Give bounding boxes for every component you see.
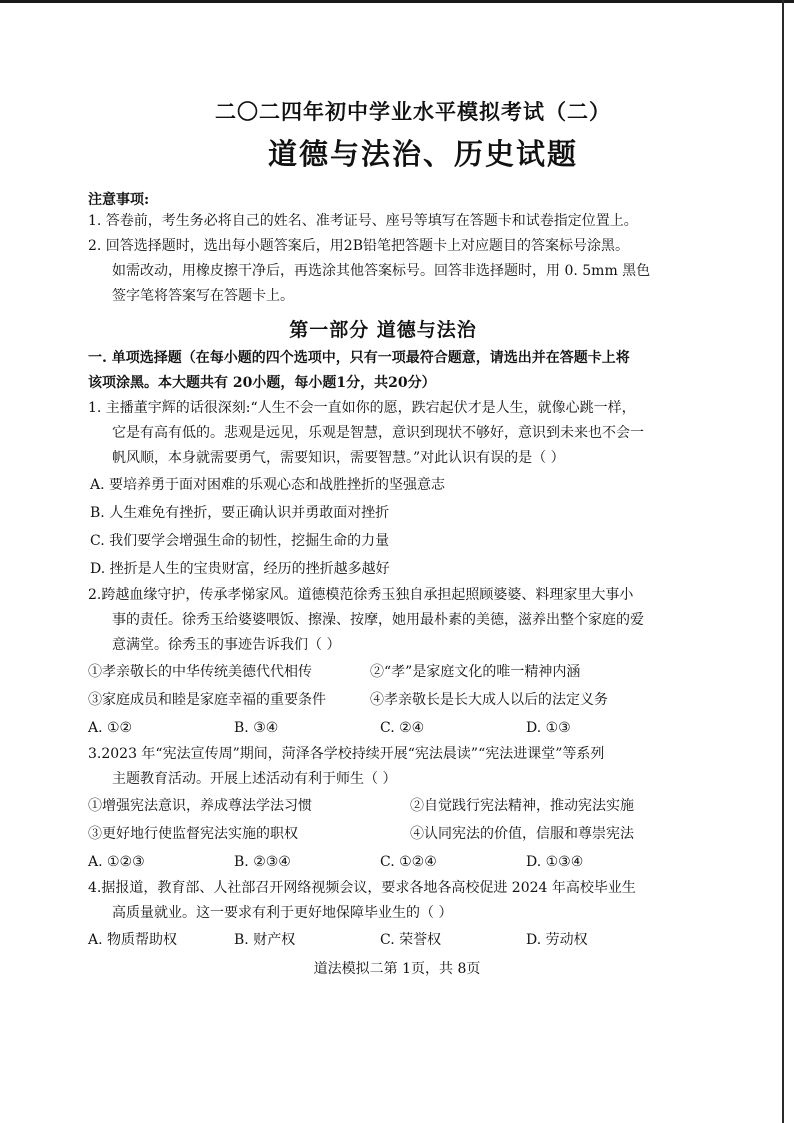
option-b: B. 人生难免有挫折，要正确认识并勇敢面对挫折 <box>90 505 390 521</box>
question-text: 4.据报道，教育部、人社部召开网络视频会议，要求各地各高校促进 2024 年高校毕业生 <box>88 880 636 896</box>
question-text: 主题教育活动。开展上述活动有利于师生（ ） <box>112 771 397 787</box>
section-instructions: 一. 单项选择题（在每小题的四个选项中，只有一项最符合题意，请选出并在答题卡上将 <box>88 350 630 366</box>
option-a: A. 要培养勇于面对困难的乐观心态和战胜挫折的坚强意志 <box>90 477 446 493</box>
question-1 <box>88 396 678 583</box>
choice-b: B. 财产权 <box>234 932 296 948</box>
statement: ③更好地行使监督宪法实施的职权 <box>88 826 298 842</box>
choice-a: A. ①② <box>88 720 133 736</box>
statement: ④孝亲敬长是长大成人以后的法定义务 <box>370 692 608 708</box>
choice-c: C. ②④ <box>380 720 425 736</box>
question-text: 3.2023 年“宪法宣传周”期间，菏泽各学校持续开展“宪法晨读”“宪法进课堂”等系列 <box>88 746 605 762</box>
notice-item: 2. 回答选择题时，选出每小题答案后，用2B铅笔把答题卡上对应题目的答案标号涂黑。 <box>88 238 630 254</box>
option-d: D. 挫折是人生的宝贵财富，经历的挫折越多越好 <box>90 561 390 577</box>
choice-b: B. ③④ <box>234 720 279 736</box>
choice-c: C. 荣誉权 <box>380 932 442 948</box>
exam-page <box>88 96 678 954</box>
option-c: C. 我们要学会增强生命的韧性，挖掘生命的力量 <box>90 533 390 549</box>
exam-title: 二〇二四年初中学业水平模拟考试（二） <box>215 99 611 124</box>
statement: ④认同宪法的价值，信服和尊崇宪法 <box>410 826 634 842</box>
statement-row <box>88 820 678 848</box>
choice-b: B. ②③④ <box>234 854 291 870</box>
choice-a: A. ①②③ <box>88 854 145 870</box>
question-text: 意满堂。徐秀玉的事迹告诉我们（ ） <box>112 637 341 653</box>
choice-d: D. ①③④ <box>526 854 584 870</box>
question-text: 事的责任。徐秀玉给婆婆喂饭、擦澡、按摩，她用最朴素的美德，滋养出整个家庭的爱 <box>112 612 644 628</box>
page-right-border <box>782 0 784 1123</box>
choice-d: D. ①③ <box>526 720 571 736</box>
subject-title: 道德与法治、历史试题 <box>267 137 578 171</box>
statement-row <box>88 792 678 820</box>
question-text: 它是有高有低的。悲观是远见，乐观是智慧，意识到现状不够好，意识到未来也不会一 <box>112 425 644 441</box>
question-3 <box>88 742 678 876</box>
statement: ②“孝”是家庭文化的唯一精神内涵 <box>370 664 581 680</box>
statement: ①孝亲敬长的中华传统美德代代相传 <box>88 664 312 680</box>
part-title: 第一部分 道德与法治 <box>289 319 477 341</box>
question-text: 2.跨越血缘守护，传承孝悌家风。道德模范徐秀玉独自承担起照顾婆婆、料理家里大事小 <box>88 587 634 603</box>
choice-a: A. 物质帮助权 <box>88 932 178 948</box>
statement: ①增强宪法意识，养成尊法学法习惯 <box>88 798 312 814</box>
notice-item: 签字笔将答案写在答题卡上。 <box>112 288 294 304</box>
choice-row <box>88 714 678 742</box>
notice-item: 1. 答卷前，考生务必将自己的姓名、准考证号、座号等填写在答题卡和试卷指定位置上。 <box>88 213 638 229</box>
notice-heading: 注意事项: <box>88 192 150 208</box>
question-text: 1. 主播董宇辉的话很深刻:“人生不会一直如你的愿，跌宕起伏才是人生，就像心跳一样， <box>88 400 636 416</box>
question-4 <box>88 876 678 954</box>
choice-row <box>88 926 678 954</box>
notice-item: 如需改动，用橡皮擦干净后，再选涂其他答案标号。回答非选择题时，用 0. 5mm 黑色 <box>112 263 651 279</box>
statement: ③家庭成员和睦是家庭幸福的重要条件 <box>88 692 326 708</box>
statement-row <box>88 658 678 686</box>
choice-c: C. ①②④ <box>380 854 437 870</box>
page-footer: 道法模拟二第 1页，共 8页 <box>313 961 481 977</box>
question-text: 帆风顺，本身就需要勇气，需要知识，需要智慧。”对此认识有误的是（ ） <box>112 450 565 466</box>
question-text: 高质量就业。这一要求有利于更好地保障毕业生的（ ） <box>112 905 453 921</box>
choice-row <box>88 848 678 876</box>
statement-row <box>88 686 678 714</box>
question-2 <box>88 583 678 742</box>
statement: ②自觉践行宪法精神，推动宪法实施 <box>410 798 634 814</box>
choice-d: D. 劳动权 <box>526 932 588 948</box>
page-top-border <box>0 0 794 3</box>
section-instructions: 该项涂黑。本大题共有 20小题，每小题1分，共20分） <box>88 375 436 391</box>
